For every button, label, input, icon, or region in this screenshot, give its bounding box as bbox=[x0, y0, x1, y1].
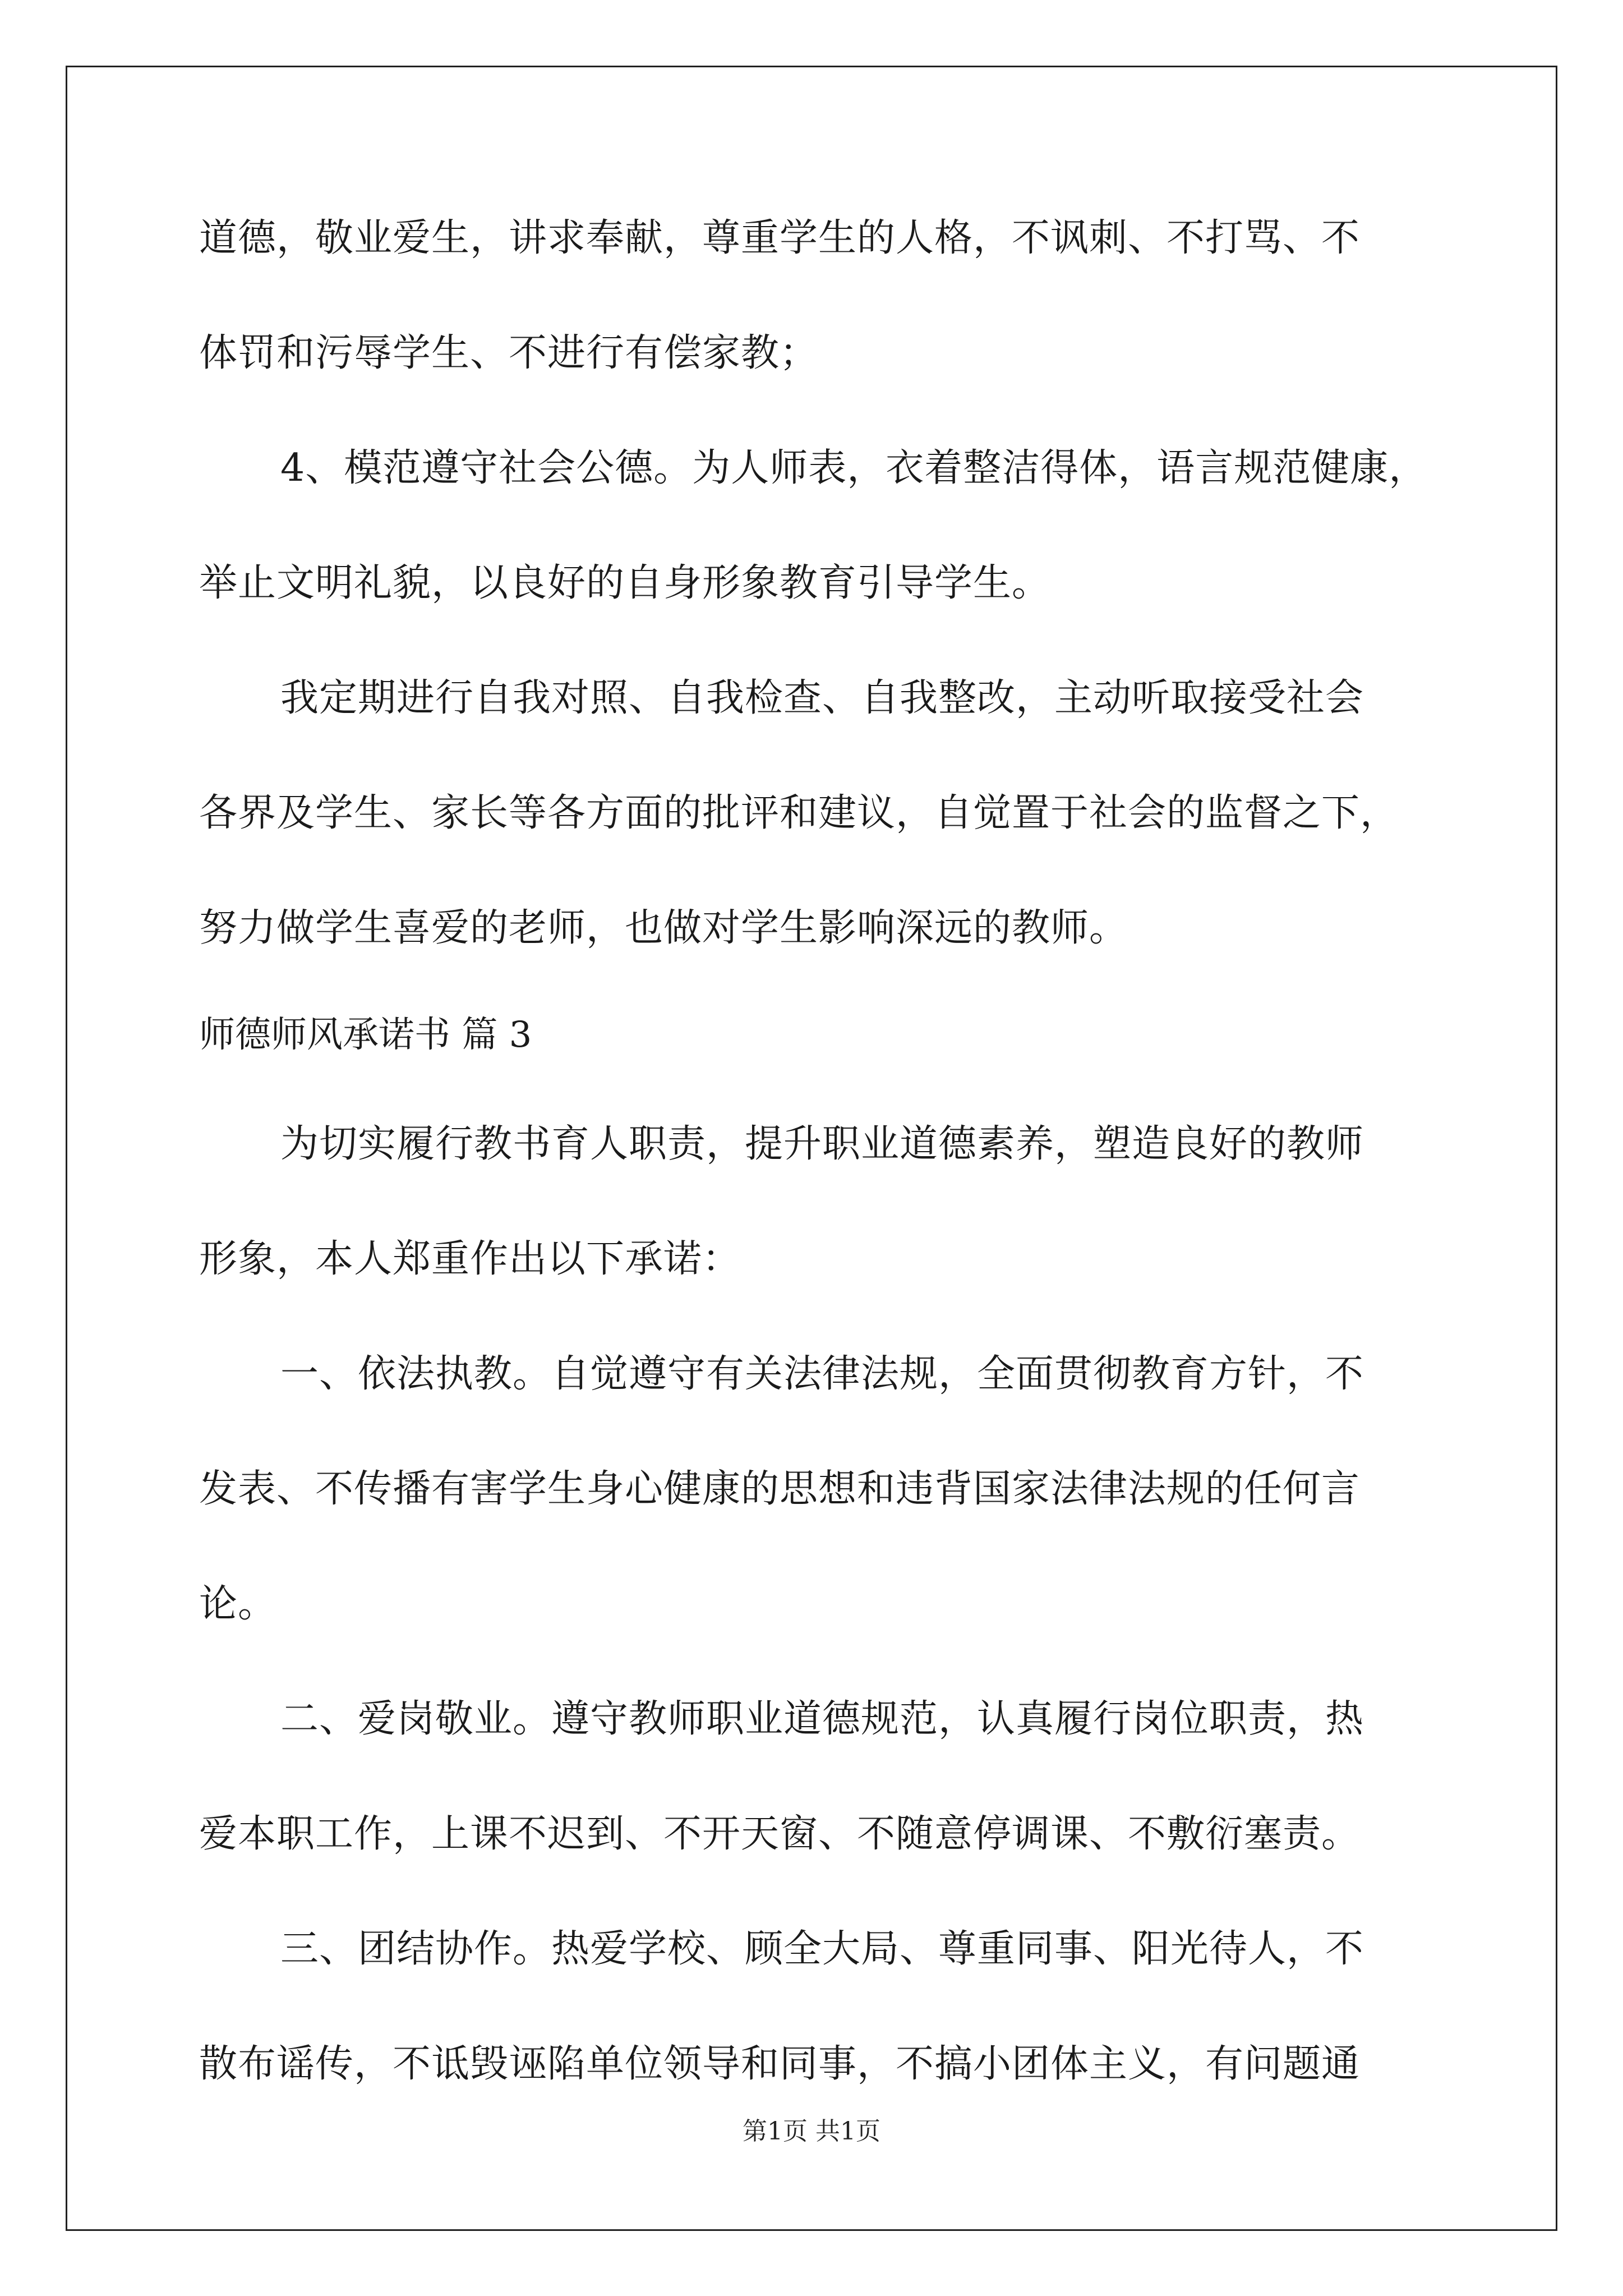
text-line-4: 举止文明礼貌，以良好的自身形象教育引导学生。 bbox=[199, 561, 1051, 605]
text-line-6: 各界及学生、家长等各方面的批评和建议，自觉置于社会的监督之下， bbox=[199, 791, 1399, 835]
section-heading: 师德师风承诺书 篇 3 bbox=[199, 1014, 532, 1056]
text-line-16: 三、团结协作。热爱学校、顾全大局、尊重同事、阳光待人，不 bbox=[280, 1927, 1364, 1971]
text-line-2: 体罚和污辱学生、不进行有偿家教； bbox=[199, 331, 819, 375]
text-line-10: 形象，本人郑重作出以下承诺： bbox=[199, 1237, 741, 1281]
text-line-14: 二、爱岗敬业。遵守教师职业道德规范，认真履行岗位职责，热 bbox=[280, 1697, 1364, 1741]
text-line-12: 发表、不传播有害学生身心健康的思想和违背国家法律法规的任何言 bbox=[199, 1467, 1361, 1511]
page-number-footer: 第1页 共1页 bbox=[743, 2117, 880, 2146]
text-line-15: 爱本职工作，上课不迟到、不开天窗、不随意停调课、不敷衍塞责。 bbox=[199, 1812, 1361, 1856]
text-line-9: 为切实履行教书育人职责，提升职业道德素养，塑造良好的教师 bbox=[280, 1122, 1364, 1166]
text-line-5: 我定期进行自我对照、自我检查、自我整改，主动听取接受社会 bbox=[280, 676, 1364, 720]
text-line-13: 论。 bbox=[199, 1582, 277, 1626]
text-line-3: 4、模范遵守社会公德。为人师表，衣着整洁得体，语言规范健康， bbox=[280, 446, 1428, 490]
text-line-17: 散布谣传，不诋毁诬陷单位领导和同事，不搞小团体主义，有问题通 bbox=[199, 2042, 1361, 2086]
text-line-1: 道德，敬业爱生，讲求奉献，尊重学生的人格，不讽刺、不打骂、不 bbox=[199, 216, 1361, 260]
text-line-11: 一、依法执教。自觉遵守有关法律法规，全面贯彻教育方针，不 bbox=[280, 1352, 1364, 1396]
text-line-7: 努力做学生喜爱的老师，也做对学生影响深远的教师。 bbox=[199, 906, 1128, 950]
